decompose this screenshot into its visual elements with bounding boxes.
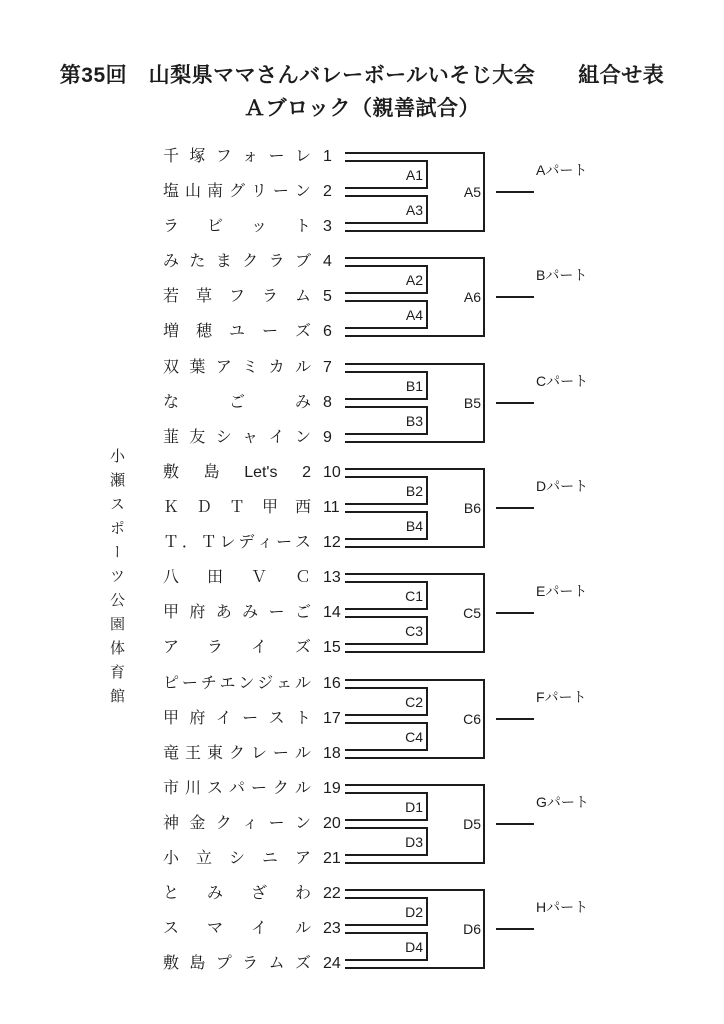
bracket-group (0, 569, 724, 656)
team-name-segment: ー (268, 148, 285, 165)
team-seed: 12 (323, 534, 341, 551)
team-name-segment: Ｖ (250, 569, 267, 586)
team-name-segment: ア (294, 850, 311, 867)
team-name-segment: ー (181, 675, 198, 692)
team-name-segment: み (242, 604, 259, 621)
part-label: Fパート (536, 689, 587, 705)
final-label: B6 (463, 500, 481, 516)
team-name (163, 532, 311, 554)
part-label: Aパート (536, 162, 588, 178)
team-name-segment: ラ (206, 639, 223, 656)
team-name-segment: ォ (242, 148, 259, 165)
bracket-group (0, 253, 724, 340)
team-name-segment: 甲 (163, 604, 180, 621)
team-name-segment: ル (294, 920, 311, 937)
lower-match-label: D4 (405, 939, 423, 955)
team-seed: 1 (323, 148, 332, 165)
team-name-segment: ト (294, 710, 311, 727)
upper-match-label: D2 (405, 904, 423, 920)
team-name-segment: 若 (163, 288, 180, 305)
team-name-segment: ズ (294, 323, 311, 340)
team-name-segment: ラ (261, 288, 278, 305)
final-label: C6 (463, 711, 481, 727)
bracket-group (0, 148, 724, 235)
team-name-segment: ア (215, 359, 232, 376)
team-name-segment: 竜 (163, 745, 180, 762)
team-name (163, 286, 311, 308)
team-seed: 19 (323, 780, 341, 797)
team-name-segment: 府 (189, 710, 206, 727)
team-name-segment: 甲 (261, 499, 278, 516)
team-name-segment: 双 (163, 359, 180, 376)
team-name (163, 637, 311, 659)
team-name-segment: 小 (163, 850, 180, 867)
team-name-segment: 島 (189, 955, 206, 972)
team-name-segment: 2 (302, 464, 311, 481)
team-name-segment: ブ (294, 253, 311, 270)
team-name-segment: ィ (257, 534, 274, 551)
part-label: Cパート (536, 373, 589, 389)
team-name (163, 497, 311, 519)
team-name-segment: 敷 (163, 464, 180, 481)
team-name-segment: ク (228, 745, 245, 762)
team-name (163, 251, 311, 273)
team-seed: 3 (323, 218, 332, 235)
upper-match-label: B2 (405, 483, 423, 499)
team-name-segment: Ｔ (228, 499, 245, 516)
team-name-segment: ジ (257, 675, 274, 692)
team-name (163, 813, 311, 835)
team-name-segment: 塩 (163, 183, 180, 200)
team-name-segment: 市 (163, 780, 180, 797)
team-name (163, 181, 311, 203)
winner-line (496, 507, 534, 509)
team-name-segment: ル (294, 359, 311, 376)
team-name-segment: ニ (261, 850, 278, 867)
team-seed: 18 (323, 745, 341, 762)
team-name-segment: ー (250, 780, 267, 797)
team-name-segment: ミ (242, 359, 259, 376)
team-name-segment: 西 (294, 499, 311, 516)
team-name-segment: あ (215, 604, 232, 621)
team-name-segment: 王 (184, 745, 201, 762)
part-label: Eパート (536, 583, 588, 599)
team-name-segment: ズ (294, 639, 311, 656)
team-name (163, 883, 311, 905)
final-label: B5 (463, 395, 481, 411)
team-name-segment: ユ (228, 323, 245, 340)
team-name-segment: ー (272, 183, 289, 200)
team-name (163, 321, 311, 343)
team-name-segment: ー (268, 604, 285, 621)
bracket-group (0, 359, 724, 446)
lower-match-label: C4 (405, 729, 423, 745)
winner-line (496, 296, 534, 298)
team-seed: 6 (323, 323, 332, 340)
team-name (163, 602, 311, 624)
team-name-segment: 千 (163, 148, 180, 165)
team-name-segment: ッ (250, 218, 267, 235)
team-name-segment: 塚 (189, 148, 206, 165)
team-name-segment: 田 (206, 569, 223, 586)
team-name-segment: ス (268, 710, 285, 727)
team-name-segment: イ (250, 639, 267, 656)
team-seed: 22 (323, 885, 341, 902)
upper-match-label: D1 (405, 799, 423, 815)
team-name-segment: Ｄ (195, 499, 212, 516)
winner-line (496, 823, 534, 825)
team-name-segment: チ (200, 675, 217, 692)
team-name-segment: た (189, 253, 206, 270)
team-name-segment: ラ (268, 253, 285, 270)
team-name-segment: ン (238, 675, 255, 692)
final-label: D5 (463, 816, 481, 832)
bracket-group (0, 464, 724, 551)
team-name-segment: フ (215, 148, 232, 165)
team-name-segment: ア (163, 639, 180, 656)
team-seed: 14 (323, 604, 341, 621)
team-name (163, 392, 311, 414)
team-name-segment: ー (242, 710, 259, 727)
team-name-segment: ム (268, 955, 285, 972)
team-name-segment: み (163, 253, 180, 270)
team-name-segment: シ (215, 429, 232, 446)
team-name-segment: 島 (203, 464, 220, 481)
team-name-segment: わ (294, 885, 311, 902)
team-name-segment: ル (294, 745, 311, 762)
team-name-segment: ン (294, 429, 311, 446)
team-name-segment: ル (294, 780, 311, 797)
team-name-segment: 友 (189, 429, 206, 446)
team-name-segment: イ (250, 920, 267, 937)
team-name-segment: 八 (163, 569, 180, 586)
team-name-segment: ク (215, 815, 232, 832)
final-label: A6 (463, 289, 481, 305)
team-name-segment: エ (219, 675, 236, 692)
team-name-segment: ン (294, 815, 311, 832)
team-name-segment: ご (228, 394, 245, 411)
team-seed: 21 (323, 850, 341, 867)
winner-line (496, 928, 534, 930)
team-seed: 16 (323, 675, 341, 692)
winner-line (496, 402, 534, 404)
team-name-segment: 甲 (163, 710, 180, 727)
winner-line (496, 191, 534, 193)
final-label: C5 (463, 605, 481, 621)
team-seed: 11 (323, 499, 340, 516)
team-seed: 17 (323, 710, 341, 727)
team-name-segment: ざ (250, 885, 267, 902)
venue-label: 小瀬スポーツ公園体育館 (108, 448, 125, 712)
team-name-segment: と (163, 885, 180, 902)
team-name (163, 708, 311, 730)
team-name-segment: 草 (195, 288, 212, 305)
team-name (163, 462, 311, 484)
team-name-segment: マ (206, 920, 223, 937)
team-name-segment: 神 (163, 815, 180, 832)
team-name-segment: レ (250, 745, 267, 762)
part-label: Dパート (536, 478, 589, 494)
team-name-segment: レ (294, 148, 311, 165)
team-seed: 13 (323, 569, 341, 586)
team-name (163, 918, 311, 940)
team-name-segment: ィ (242, 815, 259, 832)
page-title: 第35回 山梨県ママさんバレーボールいそじ大会 組合せ表 (59, 64, 665, 87)
team-name-segment: グ (228, 183, 245, 200)
team-name (163, 146, 311, 168)
part-label: Hパート (536, 899, 589, 915)
team-name-segment: 南 (206, 183, 223, 200)
team-name-segment: ー (261, 323, 278, 340)
team-name (163, 357, 311, 379)
upper-match-label: C1 (405, 588, 423, 604)
team-name-segment: 府 (189, 604, 206, 621)
team-name-segment: ピ (163, 675, 180, 692)
team-name-segment: Ｔ (163, 534, 180, 551)
team-name-segment: ク (272, 780, 289, 797)
part-label: Gパート (536, 794, 589, 810)
team-seed: 2 (323, 183, 332, 200)
team-name-segment: レ (219, 534, 236, 551)
team-name-segment: ま (215, 253, 232, 270)
upper-match-label: A2 (405, 272, 423, 288)
team-name-segment: プ (215, 955, 232, 972)
lower-match-label: C3 (405, 623, 423, 639)
lower-match-label: A3 (405, 202, 423, 218)
final-label: D6 (463, 921, 481, 937)
team-name (163, 848, 311, 870)
team-name-segment: 穂 (195, 323, 212, 340)
team-seed: 8 (323, 394, 332, 411)
team-name-segment: 韮 (163, 429, 180, 446)
team-name-segment: Ｋ (163, 499, 180, 516)
team-seed: 24 (323, 955, 341, 972)
team-seed: 15 (323, 639, 341, 656)
team-seed: 7 (323, 359, 332, 376)
team-name-segment: イ (268, 429, 285, 446)
team-name-segment: カ (268, 359, 285, 376)
team-seed: 10 (323, 464, 341, 481)
team-name-segment: ー (268, 815, 285, 832)
team-name-segment: み (294, 394, 311, 411)
team-name-segment: ビ (206, 218, 223, 235)
team-name (163, 567, 311, 589)
team-name-segment: Ｔ (200, 534, 217, 551)
bracket-group (0, 675, 724, 762)
team-name (163, 743, 311, 765)
lower-match-label: B3 (405, 413, 423, 429)
team-seed: 4 (323, 253, 332, 270)
team-name-segment: 東 (206, 745, 223, 762)
team-name-segment: リ (250, 183, 267, 200)
team-name-segment: ェ (276, 675, 293, 692)
team-name-segment: ラ (163, 218, 180, 235)
team-name-segment: シ (228, 850, 245, 867)
bracket-group (0, 885, 724, 972)
team-name-segment: み (206, 885, 223, 902)
team-name-segment: 山 (184, 183, 201, 200)
team-name (163, 216, 311, 238)
part-label: Bパート (536, 267, 588, 283)
upper-match-label: B1 (405, 378, 423, 394)
team-seed: 9 (323, 429, 332, 446)
final-label: A5 (463, 184, 481, 200)
team-name-segment: ご (294, 604, 311, 621)
team-name-segment: ス (163, 920, 180, 937)
team-name-segment: イ (215, 710, 232, 727)
lower-match-label: A4 (405, 307, 423, 323)
team-name-segment: Let's (244, 464, 278, 481)
winner-line (496, 612, 534, 614)
team-seed: 23 (323, 920, 341, 937)
lower-match-label: D3 (405, 834, 423, 850)
team-name-segment: ス (294, 534, 311, 551)
team-name-segment: 葉 (189, 359, 206, 376)
team-name-segment: 増 (163, 323, 180, 340)
bracket-group (0, 780, 724, 867)
team-name (163, 953, 311, 975)
team-name-segment: ー (276, 534, 293, 551)
team-name-segment: ル (294, 675, 311, 692)
team-name-segment: デ (238, 534, 255, 551)
team-name-segment: フ (228, 288, 245, 305)
upper-match-label: C2 (405, 694, 423, 710)
team-name-segment: ク (242, 253, 259, 270)
team-name (163, 427, 311, 449)
lower-match-label: B4 (405, 518, 423, 534)
team-name-segment: 川 (184, 780, 201, 797)
team-name-segment: 敷 (163, 955, 180, 972)
team-name-segment: ス (206, 780, 223, 797)
team-name-segment: ラ (242, 955, 259, 972)
team-name-segment: 金 (189, 815, 206, 832)
team-name-segment: ャ (242, 429, 259, 446)
team-name-segment: 立 (195, 850, 212, 867)
upper-match-label: A1 (405, 167, 423, 183)
team-name-segment: ー (272, 745, 289, 762)
page-subtitle: Ａブロック（親善試合） (243, 97, 481, 120)
winner-line (496, 718, 534, 720)
team-name-segment: な (163, 394, 180, 411)
team-name-segment: ズ (294, 955, 311, 972)
team-name-segment: パ (228, 780, 245, 797)
team-seed: 5 (323, 288, 332, 305)
team-name (163, 673, 311, 695)
team-name-segment: ． (181, 534, 198, 551)
team-name-segment: ム (294, 288, 311, 305)
team-name-segment: Ｃ (294, 569, 311, 586)
team-name-segment: ン (294, 183, 311, 200)
team-name (163, 778, 311, 800)
team-name-segment: ト (294, 218, 311, 235)
team-seed: 20 (323, 815, 341, 832)
